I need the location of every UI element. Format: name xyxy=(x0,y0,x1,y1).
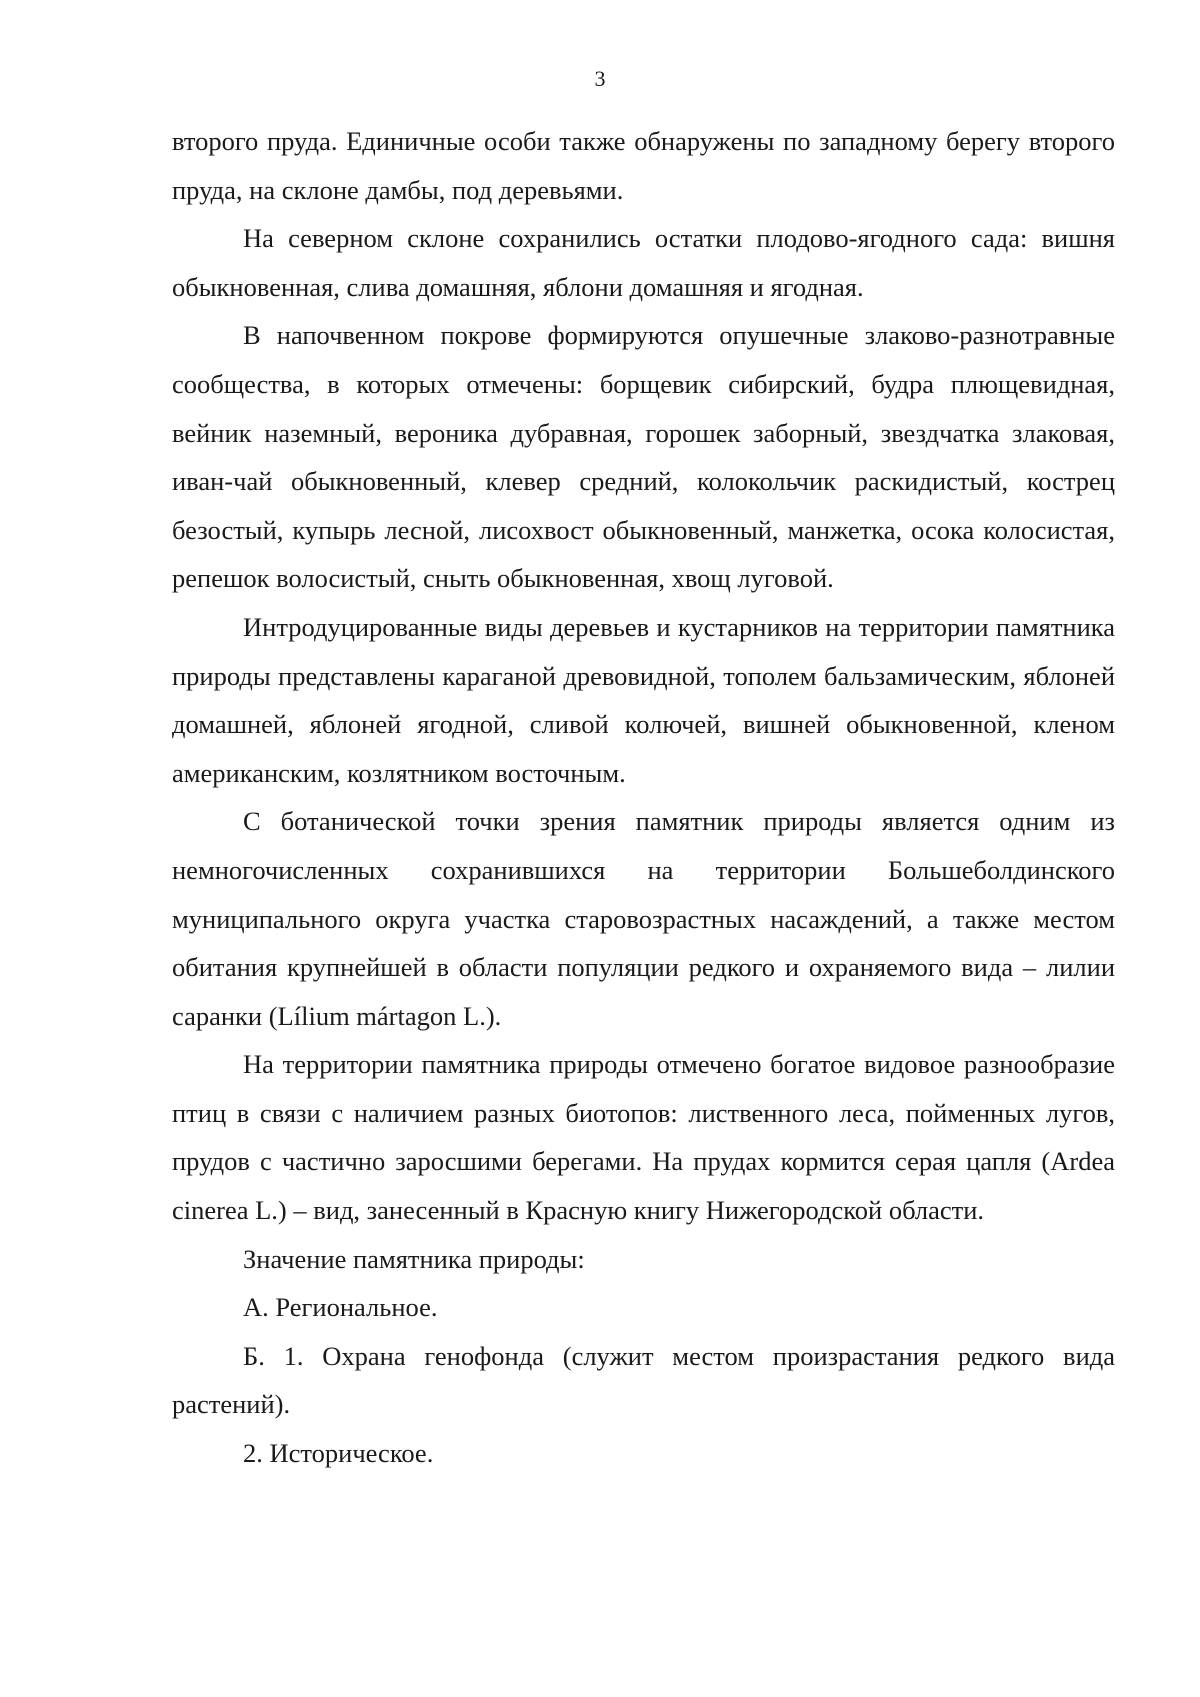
paragraph-birds: На территории памятника природы отмечено богатое видовое разнообразие птиц в связи с наличием разных биотопов: лиственного леса, пойменных лугов, прудов с частично заросшими берегами. На прудах кормится серая цапля (Ardea cinerea L.) – вид, занесенный в Красную книгу Нижегородской области. xyxy=(172,1049,1115,1226)
paragraph-orchard: На северном склоне сохранились остатки плодово-ягодного сада: вишня обыкновенная, слива домашняя, яблони домашняя и ягодная. xyxy=(172,223,1115,302)
paragraph-pond-note: второго пруда. Единичные особи также обнаружены по западному берегу второго пруда, на склоне дамбы, под деревьями. xyxy=(172,126,1115,205)
paragraph-significance-heading: Значение памятника природы: xyxy=(243,1243,585,1274)
page-number: 3 xyxy=(594,66,606,91)
paragraph-ground-cover: В напочвенном покрове формируются опушечные злаково-разнотравные сообщества, в которых отмечены: борщевик сибирский, будра плющевидная, вейник наземный, вероника дубравная, горошек заборный, звездчатка злаковая, иван-чай обыкновенный, клевер средний, колокольчик раскидистый, кострец безостый, купырь лесной, лисохвост обыкновенный, манжетка, осока колосистая, репешок волосистый, сныть обыкновенная, хвощ луговой. xyxy=(172,320,1115,594)
paragraph-introduced-species: Интродуцированные виды деревьев и кустарников на территории памятника природы представлены караганой древовидной, тополем бальзамическим, яблоней домашней, яблоней ягодной, сливой колючей, вишней обыкновенной, кленом американским, козлятником восточным. xyxy=(172,611,1115,788)
paragraph-significance-a: А. Региональное. xyxy=(243,1292,438,1323)
paragraph-botanical-significance: С ботанической точки зрения памятник природы является одним из немногочисленных сохранившихся на территории Большеболдинского муниципального округа участка старовозрастных насаждений, а также местом обитания крупнейшей в области популяции редкого и охраняемого вида – лилии саранки (Lílium mártagon L.). xyxy=(172,806,1115,1031)
paragraph-significance-2: 2. Историческое. xyxy=(243,1438,434,1469)
document-body xyxy=(172,117,1115,1478)
paragraph-significance-b1: Б. 1. Охрана генофонда (служит местом произрастания редкого вида растений). xyxy=(172,1340,1115,1420)
